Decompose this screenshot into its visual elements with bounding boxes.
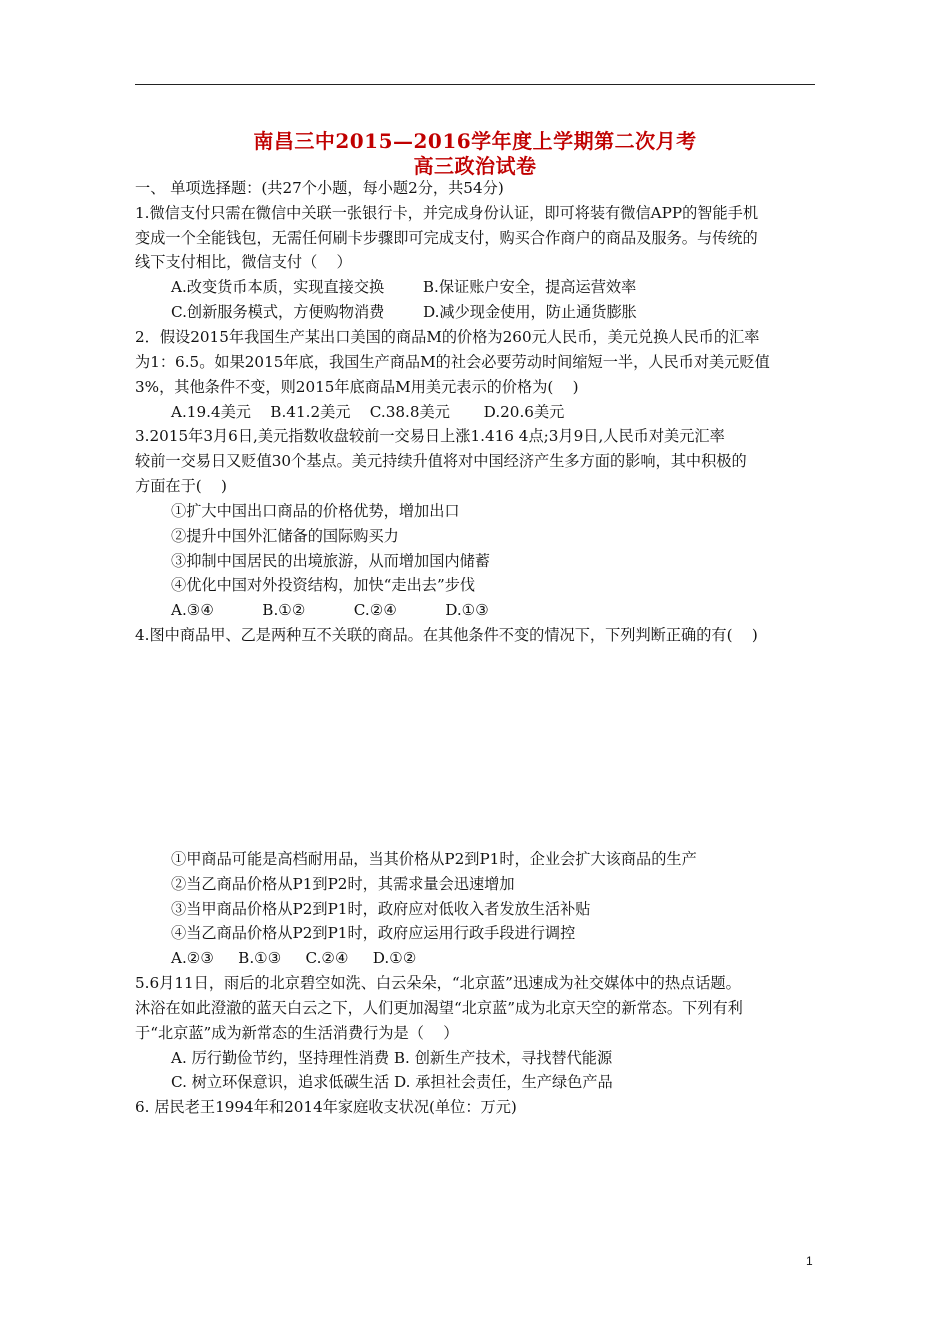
q2-options: A.19.4美元 B.41.2美元 C.38.8美元 D.20.6美元 xyxy=(171,403,565,421)
exam-title: 南昌三中2015—2016学年度上学期第二次月考 xyxy=(253,129,697,153)
section-heading: 一、 单项选择题：(共27个小题，每小题2分，共54分) xyxy=(135,179,504,197)
q3-item: ③抑制中国居民的出境旅游，从而增加国内储蓄 xyxy=(171,552,490,570)
q1-line: 1.微信支付只需在微信中关联一张银行卡，并完成身份认证，即可将装有微信APP的智能手机 xyxy=(135,204,759,222)
q3-line: 较前一交易日又贬值30个基点。美元持续升值将对中国经济产生多方面的影响，其中积极的 xyxy=(135,452,747,470)
q4-item: ④当乙商品价格从P2到P1时，政府应运用行政手段进行调控 xyxy=(171,924,576,942)
q3-options: A.③④ B.①② C.②④ D.①③ xyxy=(171,601,489,619)
q2-line: 2．假设2015年我国生产某出口美国的商品M的价格为260元人民币，美元兑换人民币的汇率 xyxy=(135,328,760,346)
q3-line: 3.2015年3月6日,美元指数收盘较前一交易日上涨1.416 4点;3月9日,人民币对美元汇率 xyxy=(135,427,725,445)
q4-item: ①甲商品可能是高档耐用品，当其价格从P2到P1时，企业会扩大该商品的生产 xyxy=(171,850,697,868)
q1-line: 线下支付相比，微信支付（ ） xyxy=(135,253,352,271)
q4-line: 4.图中商品甲、乙是两种互不关联的商品。在其他条件不变的情况下，下列判断正确的有( ) xyxy=(135,626,758,644)
q6-line: 6. 居民老王1994年和2014年家庭收支状况(单位：万元) xyxy=(135,1098,517,1116)
q1-line: 变成一个全能钱包，无需任何刷卡步骤即可完成支付，购买合作商户的商品及服务。与传统的 xyxy=(135,229,758,247)
q3-item: ①扩大中国出口商品的价格优势，增加出口 xyxy=(171,502,460,520)
q5-options: A. 厉行勤俭节约，坚持理性消费 B. 创新生产技术，寻找替代能源 xyxy=(171,1049,613,1067)
q5-line: 沐浴在如此澄澈的蓝天白云之下，人们更加渴望“北京蓝”成为北京天空的新常态。下列有利 xyxy=(135,999,743,1017)
q2-line: 3%，其他条件不变，则2015年底商品M用美元表示的价格为( ) xyxy=(135,378,579,396)
q4-item: ③当甲商品价格从P2到P1时，政府应对低收入者发放生活补贴 xyxy=(171,900,591,918)
header-rule xyxy=(135,84,815,85)
q1-options: A.改变货币本质，实现直接交换 B.保证账户安全，提高运营效率 xyxy=(171,278,637,296)
q4-options: A.②③ B.①③ C.②④ D.①② xyxy=(171,949,417,967)
q3-line: 方面在于( ) xyxy=(135,477,227,495)
q5-line: 于“北京蓝”成为新常态的生活消费行为是（ ） xyxy=(135,1024,459,1042)
q3-item: ④优化中国对外投资结构，加快“走出去”步伐 xyxy=(171,576,476,594)
q1-options: C.创新服务模式，方便购物消费 D.减少现金使用，防止通货膨胀 xyxy=(171,303,637,321)
q2-line: 为1：6.5。如果2015年底，我国生产商品M的社会必要劳动时间缩短一半，人民币对美元贬值 xyxy=(135,353,770,371)
page-number: 1 xyxy=(806,1254,813,1268)
q3-item: ②提升中国外汇储备的国际购买力 xyxy=(171,527,399,545)
q4-item: ②当乙商品价格从P1到P2时，其需求量会迅速增加 xyxy=(171,875,515,893)
q5-options: C. 树立环保意识，追求低碳生活 D. 承担社会责任，生产绿色产品 xyxy=(171,1073,613,1091)
q5-line: 5.6月11日，雨后的北京碧空如洗、白云朵朵，“北京蓝”迅速成为社交媒体中的热点话题。 xyxy=(135,974,741,992)
exam-subtitle: 高三政治试卷 xyxy=(413,154,537,178)
